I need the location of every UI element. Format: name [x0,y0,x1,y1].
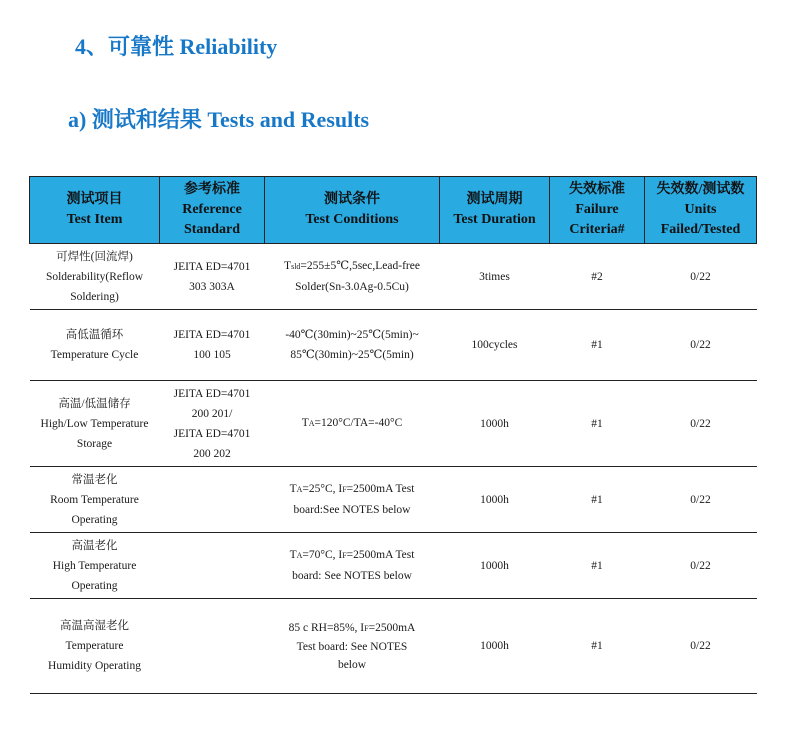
cell-standard [160,599,265,694]
cell-duration: 1000h [440,381,550,467]
cell-criteria: #1 [550,467,645,533]
cell-conditions: TA=70°C, IF=2500mA Test board: See NOTES below [265,533,440,599]
cell-standard: JEITA ED=4701 200 201/ JEITA ED=4701 200 202 [160,381,265,467]
cell-duration: 1000h [440,599,550,694]
cell-duration: 1000h [440,533,550,599]
cell-conditions: Tsld=255±5℃,5sec,Lead-free Solder(Sn-3.0Ag-0.5Cu) [265,244,440,310]
cell-conditions: -40℃(30min)~25℃(5min)~ 85℃(30min)~25℃(5min) [265,310,440,381]
cell-criteria: #1 [550,381,645,467]
cell-duration: 1000h [440,467,550,533]
cell-units: 0/22 [645,244,757,310]
cell-criteria: #2 [550,244,645,310]
cell-criteria: #1 [550,310,645,381]
cell-test-item: 高低温循环 Temperature Cycle [30,310,160,381]
cell-test-item: 高温高湿老化 Temperature Humidity Operating [30,599,160,694]
col-test-conditions: 测试条件 Test Conditions [265,177,440,244]
cell-units: 0/22 [645,467,757,533]
table-row [30,381,757,467]
cell-standard [160,533,265,599]
subsection-title: a) 测试和结果 Tests and Results [68,107,370,132]
table-row [30,599,757,694]
cell-units: 0/22 [645,310,757,381]
col-units-failed-tested: 失效数/测试数 Units Failed/Tested [645,177,757,244]
table-row [30,244,757,310]
cell-conditions: 85 c RH=85%, IF=2500mA Test board: See NOTES below [265,599,440,694]
cell-test-item: 可焊性(回流焊) Solderability(Reflow Soldering) [30,244,160,310]
cell-standard: JEITA ED=4701 303 303A [160,244,265,310]
table-row [30,533,757,599]
section-title: 4、可靠性 Reliability [75,34,278,59]
cell-duration: 100cycles [440,310,550,381]
cell-standard [160,467,265,533]
cell-criteria: #1 [550,599,645,694]
col-reference-standard: 参考标准 Reference Standard [160,177,265,244]
cell-test-item: 高温老化 High Temperature Operating [30,533,160,599]
cell-units: 0/22 [645,533,757,599]
cell-units: 0/22 [645,599,757,694]
cell-units: 0/22 [645,381,757,467]
col-test-item: 测试项目 Test Item [30,177,160,244]
table-row [30,467,757,533]
cell-criteria: #1 [550,533,645,599]
cell-duration: 3times [440,244,550,310]
cell-test-item: 高温/低温储存 High/Low Temperature Storage [30,381,160,467]
col-test-duration: 测试周期 Test Duration [440,177,550,244]
cell-conditions: TA=120°C/TA=-40°C [265,381,440,467]
table-row [30,310,757,381]
cell-test-item: 常温老化 Room Temperature Operating [30,467,160,533]
cell-standard: JEITA ED=4701 100 105 [160,310,265,381]
reliability-table [29,176,757,694]
col-failure-criteria: 失效标准 Failure Criteria# [550,177,645,244]
cell-conditions: TA=25°C, IF=2500mA Test board:See NOTES below [265,467,440,533]
table-header-row [30,177,757,244]
